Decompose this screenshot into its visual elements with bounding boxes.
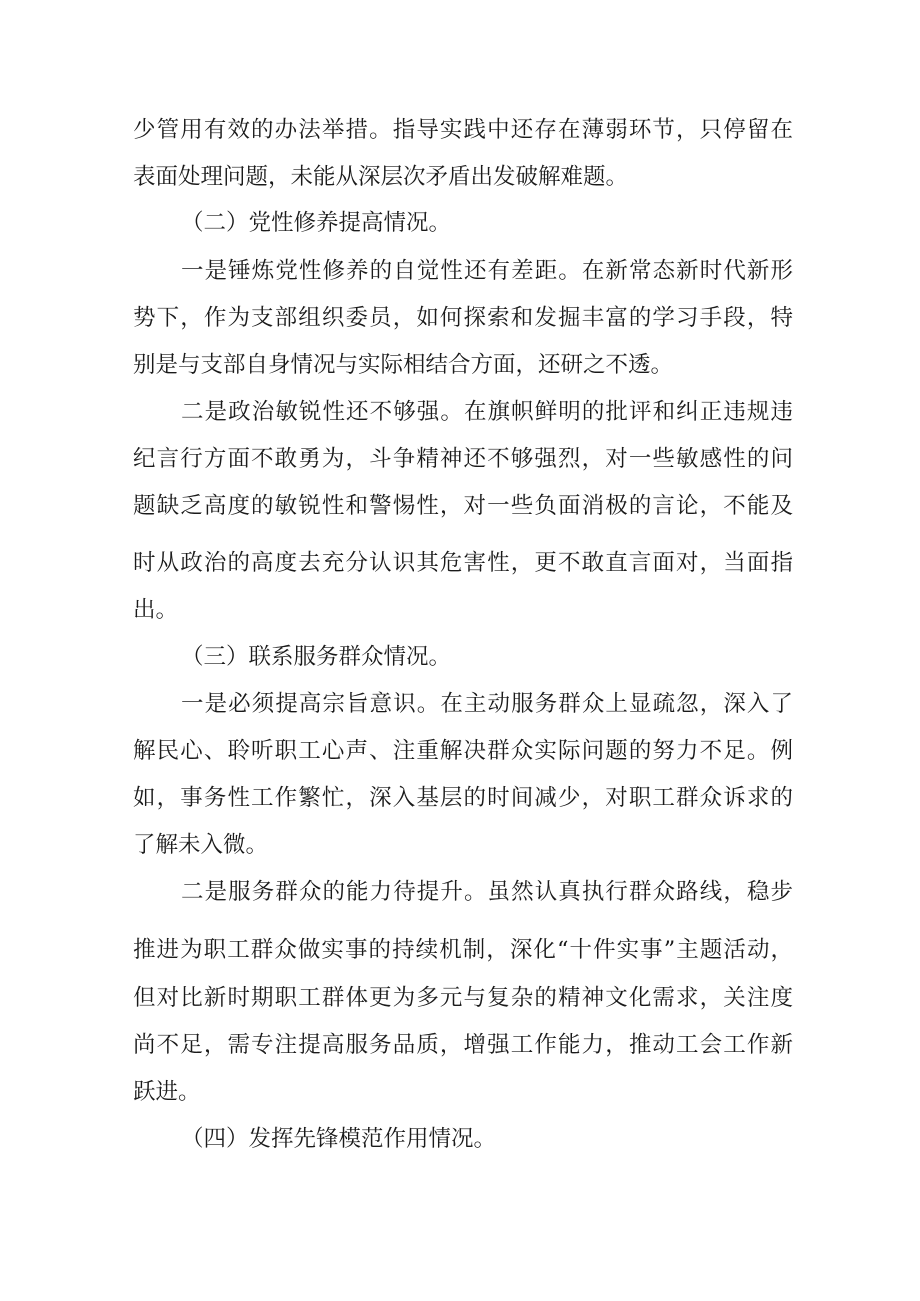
paragraph-line: 出。 (133, 597, 179, 623)
paragraph-line: 如，事务性工作繁忙，深入基层的时间减少，对职工群众诉求的 (133, 785, 793, 811)
paragraph-line: 表面处理问题，未能从深层次矛盾出发破解难题。 (133, 164, 629, 190)
paragraph-line: 二是政治敏锐性还不够强。在旗帜鲜明的批评和纠正违规违 (181, 399, 793, 425)
paragraph-line: 二是服务群众的能力待提升。虽然认真执行群众路线，稳步 (181, 879, 793, 905)
paragraph-line: 时从政治的高度去充分认识其危害性，更不敢直言面对，当面指 (133, 550, 793, 576)
section-heading: （二）党性修养提高情况。 (181, 210, 452, 236)
section-heading: （三）联系服务群众情况。 (181, 644, 452, 670)
paragraph-line: 推进为职工群众做实事的持续机制，深化“十件实事”主题活动， (133, 937, 793, 963)
paragraph-line: 尚不足，需专注提高服务品质，增强工作能力，推动工会工作新 (133, 1032, 793, 1058)
paragraph-line: 势下，作为支部组织委员，如何探索和发掘丰富的学习手段，特 (133, 305, 793, 331)
section-heading: （四）发挥先锋模范作用情况。 (181, 1126, 497, 1152)
paragraph-line: 了解未入微。 (133, 832, 269, 858)
paragraph-line: 少管用有效的办法举措。指导实践中还存在薄弱环节，只停留在 (133, 117, 793, 143)
paragraph-line: 一是必须提高宗旨意识。在主动服务群众上显疏忽，深入了 (181, 691, 793, 717)
paragraph-line: 解民心、聆听职工心声、注重解决群众实际问题的努力不足。例 (133, 738, 793, 764)
paragraph-line: 别是与支部自身情况与实际相结合方面，还研之不透。 (133, 352, 674, 378)
paragraph-line: 一是锤炼党性修养的自觉性还有差距。在新常态新时代新形 (181, 258, 793, 284)
paragraph-line: 纪言行方面不敢勇为，斗争精神还不够强烈，对一些敏感性的问 (133, 446, 793, 472)
paragraph-line: 跃进。 (133, 1079, 201, 1105)
paragraph-line: 题缺乏高度的敏锐性和警惕性，对一些负面消极的言论，不能及 (133, 493, 793, 519)
paragraph-line: 但对比新时期职工群体更为多元与复杂的精神文化需求，关注度 (133, 985, 793, 1011)
